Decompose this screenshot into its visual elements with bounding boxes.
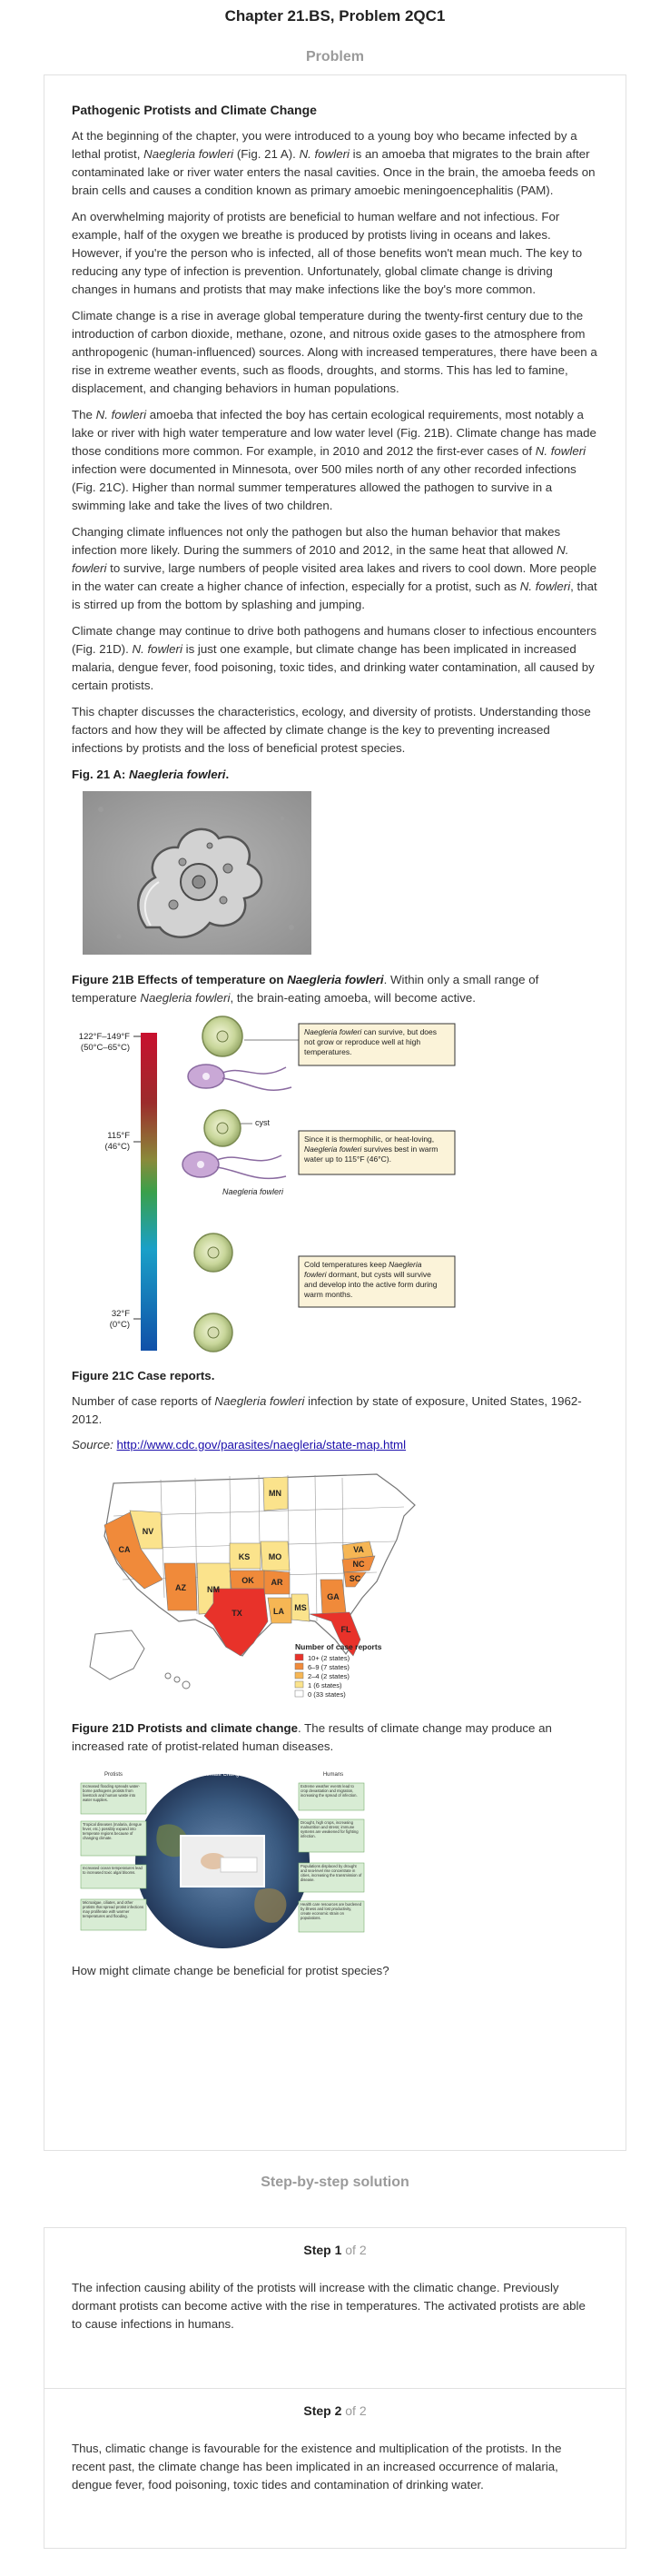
svg-text:VA: VA bbox=[353, 1545, 364, 1554]
fig-d-right-3: Populations displaced by drought and sea-level rise concentrate in cities, increasing the transmission of disease. bbox=[301, 1864, 362, 1882]
svg-text:2–4 (2 states): 2–4 (2 states) bbox=[308, 1672, 350, 1680]
step-2-title: Step 2 of 2 bbox=[303, 2403, 367, 2418]
fig-a-caption: Fig. 21 A: Naegleria fowleri. bbox=[72, 768, 230, 781]
svg-text:OK: OK bbox=[241, 1576, 254, 1585]
legend-title: Number of case reports bbox=[295, 1642, 382, 1651]
col-climate: Climate Change bbox=[202, 1772, 242, 1778]
info-box-mid bbox=[299, 1131, 455, 1174]
cdc-source-link[interactable]: http://www.cdc.gov/parasites/naegleria/state-map.html bbox=[116, 1438, 407, 1451]
amoeba-active-high bbox=[188, 1016, 291, 1090]
problem-heading: Problem bbox=[305, 49, 364, 64]
svg-text:AR: AR bbox=[271, 1578, 283, 1587]
fig-d-left-3: Increased ocean temperatures lead to increased toxic algal blooms. bbox=[83, 1866, 143, 1875]
info-box-low bbox=[299, 1256, 455, 1307]
paragraph-6: Climate change may continue to drive both pathogens and humans closer to infectious encounters (Fig. 21D). N. fowleri is just one example, but climate change has been implicated in increased malaria, dengue fever, food poisoning, toxic tides, and drinking water contamination, all caused by certain protists. bbox=[72, 624, 597, 692]
svg-text:GA: GA bbox=[327, 1592, 340, 1601]
svg-text:10+ (2 states): 10+ (2 states) bbox=[308, 1654, 350, 1662]
cyst-label: cyst bbox=[255, 1118, 271, 1127]
svg-text:and develop into the active fo: and develop into the active form during bbox=[304, 1280, 438, 1289]
fig-b-temperature-diagram bbox=[77, 1015, 458, 1362]
thermometer-bar bbox=[141, 1033, 157, 1351]
svg-text:Cold temperatures keep Naegler: Cold temperatures keep Naegleria bbox=[304, 1260, 422, 1269]
cyst-dormant-low bbox=[194, 1234, 232, 1352]
fig-c-source: Source: http://www.cdc.gov/parasites/naegleria/state-map.html bbox=[72, 1438, 407, 1451]
svg-text:MS: MS bbox=[294, 1603, 307, 1612]
svg-text:AZ: AZ bbox=[175, 1583, 186, 1592]
svg-text:not grow or reproduce well at: not grow or reproduce well at high bbox=[304, 1037, 421, 1046]
fig-d-right-1: Extreme weather events lead to crop devastation and migration, increasing the spread of infection. bbox=[301, 1784, 358, 1798]
paragraph-7: This chapter discusses the characteristics, ecology, and diversity of protists. Understanding those factors and how they will be affected by climate change is the key to preventing increased infections by protists and the loss of beneficial protest species. bbox=[72, 705, 591, 755]
svg-text:NM: NM bbox=[207, 1585, 220, 1594]
fig-d-left-4: Microalgae, ciliates, and other protists that spread protist infections may proliferate with warmer temperatures and flooding. bbox=[83, 1900, 144, 1918]
fig-d-climate-diagram bbox=[77, 1763, 368, 1949]
svg-text:NV: NV bbox=[142, 1527, 154, 1536]
svg-text:1 (6 states): 1 (6 states) bbox=[308, 1681, 342, 1689]
temp-low-label: 32°F bbox=[111, 1309, 130, 1319]
svg-text:water up to 115°F (46°C).: water up to 115°F (46°C). bbox=[304, 1154, 391, 1164]
paragraph-2: An overwhelming majority of protists are beneficial to human welfare and not infectious. For example, half of the oxygen we breathe is produced by protists living in oceans and lakes. However, if you're the person who is infected, all of those benefits won't mean much. The key to reducing any type of infection is prevention. Unfortunately, global climate change is driving changes in humans and protists that may make infections like the boy's more common. bbox=[72, 210, 583, 296]
step-1-card bbox=[44, 2227, 626, 2389]
amoeba-active-mid bbox=[182, 1110, 286, 1196]
step-2-text: Thus, climatic change is favourable for the existence and multiplication of the protists. In the recent past, the climate change has been implicated in an increased occurrence of malaria, dengue fever, food poisoning, toxic tides and contamination of drinking water. bbox=[72, 2442, 562, 2492]
svg-text:MN: MN bbox=[269, 1489, 281, 1498]
svg-text:KS: KS bbox=[238, 1552, 251, 1561]
svg-text:Since it is thermophilic, or h: Since it is thermophilic, or heat-loving, bbox=[304, 1134, 435, 1144]
step-2-card bbox=[44, 2389, 626, 2549]
fig-b-caption: Figure 21B Effects of temperature on Naegleria fowleri. Within only a small range of temperature Naegleria fowleri, the brain-eating amoeba, will become active. bbox=[72, 973, 539, 1005]
temp-high-c-label: (50°C–65°C) bbox=[80, 1043, 130, 1053]
solution-heading: Step-by-step solution bbox=[261, 2175, 409, 2190]
amoeba-micrograph-image bbox=[83, 791, 311, 955]
step-1-title: Step 1 of 2 bbox=[303, 2243, 367, 2257]
col-protists: Protists bbox=[103, 1772, 123, 1778]
fig-d-left-2: Tropical diseases (malaria, dengue fever, etc.) possibly expand into temperate regions because of changing climate. bbox=[83, 1822, 143, 1840]
fig-c-us-map bbox=[77, 1461, 431, 1712]
svg-text:temperatures.: temperatures. bbox=[304, 1047, 352, 1056]
svg-text:TX: TX bbox=[232, 1609, 242, 1618]
svg-text:MO: MO bbox=[268, 1552, 282, 1561]
svg-text:6–9 (7 states): 6–9 (7 states) bbox=[308, 1663, 350, 1671]
paragraph-1: At the beginning of the chapter, you were introduced to a young boy who became infected by a lethal protist, Naegleria fowleri (Fig. 21 A). N. fowleri is an amoeba that migrates to the brain after contaminated lake or river water enters the nasal cavities. Once in the brain, the amoeba feeds on brain cells and causes a condition known as primary amoebic meningoencephalitis (PAM). bbox=[72, 129, 596, 197]
fig-d-caption: Figure 21D Protists and climate change. The results of climate change may produce an increased rate of protist-related human diseases. bbox=[72, 1721, 552, 1753]
svg-text:Naegleria fowleri survives bes: Naegleria fowleri survives best in warm bbox=[304, 1144, 438, 1154]
temp-low-c-label: (0°C) bbox=[109, 1320, 130, 1330]
svg-text:LA: LA bbox=[273, 1607, 284, 1616]
fig-d-left-1: Increased flooding spreads water-borne pathogens protists from livestock and human waste into water supplies. bbox=[83, 1784, 141, 1802]
temp-mid-c-label: (46°C) bbox=[104, 1142, 130, 1152]
col-humans: Humans bbox=[322, 1772, 344, 1778]
step-1-text: The infection causing ability of the protists will increase with the climatic change. Previously dormant protists can become active with the rise in temperatures. The activated protists are able to cause infections in humans. bbox=[72, 2281, 586, 2331]
temperature-diagram bbox=[77, 1015, 458, 1362]
svg-text:SC: SC bbox=[349, 1574, 361, 1583]
svg-text:fowleri dormant, but cysts wil: fowleri dormant, but cysts will survive bbox=[304, 1270, 431, 1279]
temp-high-label: 122°F–149°F bbox=[78, 1032, 130, 1042]
info-box-high bbox=[244, 1024, 455, 1065]
paragraph-3: Climate change is a rise in average global temperature during the twenty-first century due to the introduction of carbon dioxide, methane, ozone, and nitrous oxide gases to the atmosphere from anthropogenic (human-influenced) sources. Along with increased temperatures, there have been a rise in extreme weather events, such as floods, droughts, and storms. This has led to famine, displacement, and changing behaviors in human populations. bbox=[72, 309, 597, 395]
svg-text:Naegleria fowleri can survive,: Naegleria fowleri can survive, but does bbox=[304, 1027, 437, 1036]
paragraph-4: The N. fowleri amoeba that infected the boy has certain ecological requirements, most notably a lake or river with high water temperature and low water level (Fig. 21B). Climate change has made those conditions more common. For example, in 2010 and 2012 the first-ever cases of N. fowleri infection were documented in Minnesota, over 500 miles north of any other recorded infections (Fig. 21C). Higher than normal summer temperatures allowed the pathogen to survive in a swimming lake and take the lives of two children. bbox=[72, 408, 596, 512]
problem-question: How might climate change be beneficial for protist species? bbox=[72, 1964, 389, 1977]
fig-d-right-2: Drought, high crops, increasing malnutrition and stress; immune systems are weakened for fighting infection. bbox=[301, 1820, 359, 1838]
temp-mid-label: 115°F bbox=[107, 1131, 130, 1141]
fig-d-right-4: Health care resources are burdened by illness and lost productivity, create economic strain on populations. bbox=[301, 1902, 362, 1920]
organism-label: Naegleria fowleri bbox=[222, 1187, 284, 1196]
problem-title: Pathogenic Protists and Climate Change bbox=[72, 103, 317, 117]
us-case-map bbox=[77, 1461, 431, 1712]
paragraph-5: Changing climate influences not only the pathogen but also the human behavior that makes infection more likely. During the summers of 2010 and 2012, in the same heat that allowed N. fowleri to survive, large numbers of people visited area lakes and rivers to cool down. More people in the water can create a higher chance of infection, especially for a protist, such as N. fowleri, that is stirred up from the bottom by splashing and jumping. bbox=[72, 525, 597, 611]
svg-text:NC: NC bbox=[352, 1560, 365, 1569]
chapter-title: Chapter 21.BS, Problem 2QC1 bbox=[224, 7, 446, 25]
problem-box bbox=[44, 74, 626, 2151]
fig-c-caption: Figure 21C Case reports. bbox=[72, 1369, 215, 1382]
svg-text:FL: FL bbox=[340, 1625, 351, 1634]
fig-a-micrograph bbox=[83, 791, 311, 955]
fig-c-description: Number of case reports of Naegleria fowleri infection by state of exposure, United States, 1962-2012. bbox=[72, 1394, 582, 1426]
svg-text:warm months.: warm months. bbox=[304, 1290, 353, 1299]
svg-text:CA: CA bbox=[118, 1545, 131, 1554]
protists-climate-diagram bbox=[77, 1763, 368, 1949]
svg-text:0 (33 states): 0 (33 states) bbox=[308, 1690, 346, 1699]
